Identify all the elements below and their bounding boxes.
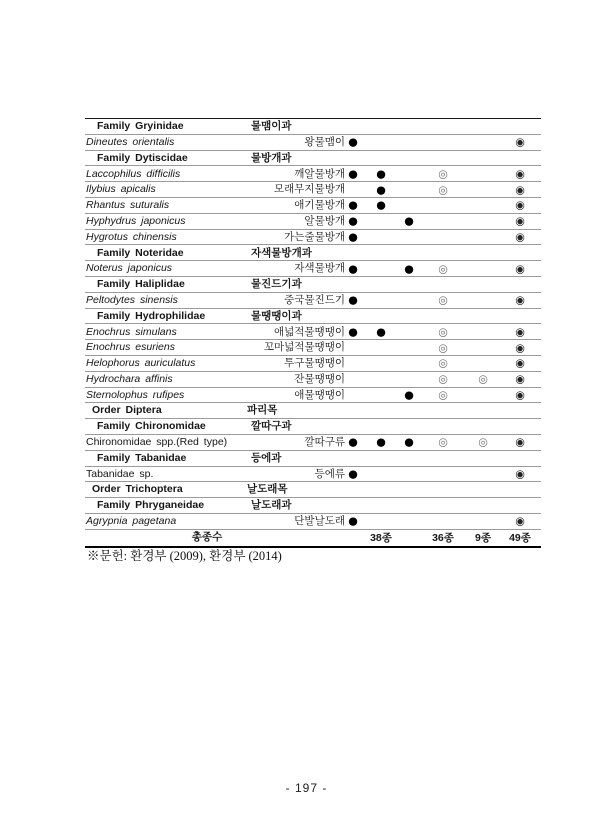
scientific-name: Enochrus simulans: [86, 325, 177, 338]
scientific-name: Chironomidae spp.(Red type): [86, 436, 228, 449]
family-header-row: [85, 498, 541, 514]
korean-name: 깨알물방개: [294, 167, 345, 180]
korean-name: 자색물방개과: [251, 246, 312, 259]
korean-name: 모래무지물방개: [273, 183, 345, 196]
scientific-name: Hygrotus chinensis: [86, 230, 177, 243]
scientific-name: Family Noteridae: [97, 246, 184, 259]
total-count: 49종: [509, 531, 531, 544]
filled-circle-symbol: ●: [376, 325, 386, 339]
scientific-name: Family Hydrophilidae: [97, 309, 206, 322]
bullseye-circle-symbol: ◎: [438, 356, 448, 370]
fisheye-circle-symbol: ◉: [515, 214, 525, 228]
order-header-row: [85, 403, 541, 419]
scientific-name: Family Dytiscidae: [97, 151, 188, 164]
bullseye-circle-symbol: ◎: [438, 262, 448, 276]
korean-name: 날도래목: [247, 483, 288, 496]
scientific-name: Hyphydrus japonicus: [86, 214, 186, 227]
scientific-name: Family Gryinidae: [97, 120, 184, 133]
korean-name: 애기물방개: [294, 199, 345, 212]
scientific-name: Family Phryganeidae: [97, 499, 205, 512]
bullseye-circle-symbol: ◎: [478, 372, 488, 386]
family-header-row: [85, 277, 541, 293]
scientific-name: Laccophilus difficilis: [86, 167, 181, 180]
scientific-name: Order Trichoptera: [92, 483, 183, 496]
filled-circle-symbol: ●: [348, 198, 358, 212]
scientific-name: Helophorus auriculatus: [86, 357, 196, 370]
species-row: [85, 388, 541, 404]
family-header-row: [85, 151, 541, 167]
korean-name: 자색물방개: [294, 262, 345, 275]
species-row: [85, 214, 541, 230]
filled-circle-symbol: ●: [404, 214, 414, 228]
bullseye-circle-symbol: ◎: [478, 435, 488, 449]
fisheye-circle-symbol: ◉: [515, 262, 525, 276]
filled-circle-symbol: ●: [348, 293, 358, 307]
korean-name: 물진드기과: [251, 278, 302, 291]
korean-name: 투구물땡땡이: [284, 357, 345, 370]
family-header-row: [85, 309, 541, 325]
total-row-label: 총종수: [191, 531, 223, 544]
bullseye-circle-symbol: ◎: [438, 341, 448, 355]
species-row: [85, 372, 541, 388]
korean-name: 물땡땡이과: [251, 309, 302, 322]
total-count: 36종: [432, 531, 454, 544]
species-row: [85, 198, 541, 214]
scientific-name: Family Haliplidae: [97, 278, 185, 291]
reference-footnote: ※문헌: 환경부 (2009), 환경부 (2014): [87, 549, 282, 563]
filled-circle-symbol: ●: [348, 230, 358, 244]
fisheye-circle-symbol: ◉: [515, 388, 525, 402]
fisheye-circle-symbol: ◉: [515, 167, 525, 181]
bullseye-circle-symbol: ◎: [438, 388, 448, 402]
scientific-name: Order Diptera: [92, 404, 162, 417]
family-header-row: [85, 451, 541, 467]
scientific-name: Ilybius apicalis: [86, 183, 156, 196]
fisheye-circle-symbol: ◉: [515, 198, 525, 212]
species-row: [85, 135, 541, 151]
korean-name: 등에과: [251, 451, 282, 464]
filled-circle-symbol: ●: [348, 214, 358, 228]
filled-circle-symbol: ●: [348, 167, 358, 181]
filled-circle-symbol: ●: [348, 325, 358, 339]
species-row: [85, 324, 541, 340]
scientific-name: Tabanidae sp.: [86, 467, 154, 480]
species-row: [85, 293, 541, 309]
fisheye-circle-symbol: ◉: [515, 341, 525, 355]
filled-circle-symbol: ●: [376, 183, 386, 197]
fisheye-circle-symbol: ◉: [515, 467, 525, 481]
korean-name: 가는줄물방개: [284, 230, 345, 243]
filled-circle-symbol: ●: [404, 388, 414, 402]
bullseye-circle-symbol: ◎: [438, 435, 448, 449]
bullseye-circle-symbol: ◎: [438, 183, 448, 197]
bullseye-circle-symbol: ◎: [438, 325, 448, 339]
total-count: 38종: [370, 531, 392, 544]
korean-name: 알물방개: [304, 214, 345, 227]
fisheye-circle-symbol: ◉: [515, 435, 525, 449]
scientific-name: Family Tabanidae: [97, 451, 187, 464]
scientific-name: Peltodytes sinensis: [86, 293, 178, 306]
korean-name: 애넓적물땡땡이: [273, 325, 345, 338]
scientific-name: Hydrochara affinis: [86, 372, 173, 385]
korean-name: 물맴이과: [251, 120, 292, 133]
scientific-name: Dineutes orientalis: [86, 135, 175, 148]
species-row: [85, 356, 541, 372]
korean-name: 애물땡땡이: [294, 388, 345, 401]
korean-name: 왕물맴이: [304, 135, 345, 148]
korean-name: 물방개과: [251, 151, 292, 164]
fisheye-circle-symbol: ◉: [515, 356, 525, 370]
filled-circle-symbol: ●: [376, 435, 386, 449]
species-row: [85, 261, 541, 277]
family-header-row: [85, 119, 541, 135]
bullseye-circle-symbol: ◎: [438, 293, 448, 307]
total-row: [85, 530, 541, 546]
filled-circle-symbol: ●: [348, 467, 358, 481]
fisheye-circle-symbol: ◉: [515, 135, 525, 149]
family-header-row: [85, 419, 541, 435]
korean-name: 단발날도래: [294, 515, 345, 528]
korean-name: 꼬마넓적물땡땡이: [263, 341, 345, 354]
total-count: 9종: [475, 531, 491, 544]
species-table: [85, 118, 541, 548]
korean-name: 깔따구류: [304, 436, 345, 449]
scientific-name: Agrypnia pagetana: [86, 515, 177, 528]
bullseye-circle-symbol: ◎: [438, 372, 448, 386]
species-row: [85, 166, 541, 182]
filled-circle-symbol: ●: [404, 262, 414, 276]
filled-circle-symbol: ●: [348, 262, 358, 276]
fisheye-circle-symbol: ◉: [515, 372, 525, 386]
filled-circle-symbol: ●: [348, 514, 358, 528]
korean-name: 등에류: [314, 467, 345, 480]
filled-circle-symbol: ●: [348, 135, 358, 149]
bullseye-circle-symbol: ◎: [438, 167, 448, 181]
korean-name: 파리목: [247, 404, 278, 417]
species-row: [85, 514, 541, 530]
scientific-name: Sternolophus rufipes: [86, 388, 185, 401]
korean-name: 중국물진드기: [284, 293, 345, 306]
species-row: [85, 340, 541, 356]
fisheye-circle-symbol: ◉: [515, 514, 525, 528]
filled-circle-symbol: ●: [376, 198, 386, 212]
species-row: [85, 182, 541, 198]
species-row: [85, 230, 541, 246]
filled-circle-symbol: ●: [404, 435, 414, 449]
species-row: [85, 467, 541, 483]
korean-name: 잔물땡땡이: [294, 372, 345, 385]
order-header-row: [85, 482, 541, 498]
filled-circle-symbol: ●: [348, 435, 358, 449]
korean-name: 깔따구과: [251, 420, 292, 433]
fisheye-circle-symbol: ◉: [515, 325, 525, 339]
page-number: - 197 -: [285, 781, 328, 795]
filled-circle-symbol: ●: [376, 167, 386, 181]
scientific-name: Enochrus esuriens: [86, 341, 175, 354]
scientific-name: Noterus japonicus: [86, 262, 173, 275]
scientific-name: Rhantus suturalis: [86, 199, 170, 212]
scientific-name: Family Chironomidae: [97, 420, 206, 433]
species-row: [85, 435, 541, 451]
family-header-row: [85, 245, 541, 261]
fisheye-circle-symbol: ◉: [515, 230, 525, 244]
fisheye-circle-symbol: ◉: [515, 293, 525, 307]
fisheye-circle-symbol: ◉: [515, 183, 525, 197]
korean-name: 날도래과: [251, 499, 292, 512]
